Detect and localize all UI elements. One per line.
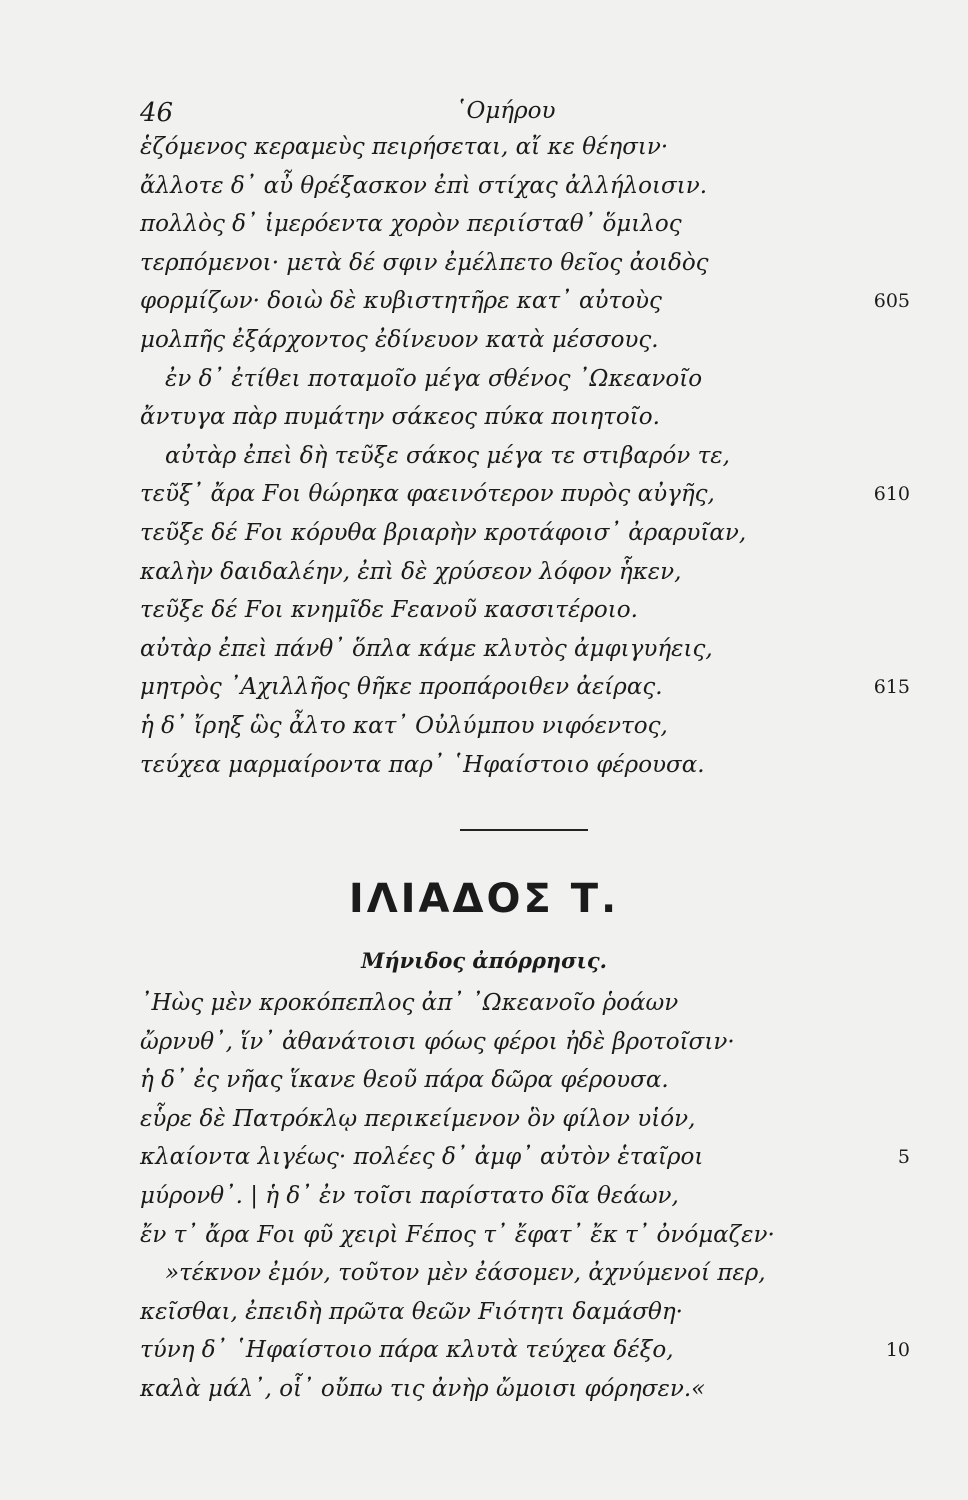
verse-text: τεύχεα μαρμαίροντα παρ᾽ ῾Ηφαίστοιο φέρουσα. (140, 751, 705, 778)
verse-line (0, 1099, 968, 1139)
verse-text: καλὴν δαιδαλέην, ἐπὶ δὲ χρύσεον λόφον ἧκεν, (140, 558, 682, 585)
verse-line (0, 1137, 968, 1177)
verse-text: εὗρε δὲ Πατρόκλῳ περικείμενον ὃν φίλον υἱόν, (140, 1105, 696, 1132)
verse-line (0, 1215, 968, 1255)
verse-text: αὐτὰρ ἐπεὶ πάνθ᾽ ὅπλα κάμε κλυτὸς ἀμφιγυήεις, (140, 635, 713, 662)
verse-line (0, 1060, 968, 1100)
verse-line (0, 281, 968, 321)
verse-text: ἔν τ᾽ ἄρα Fοι φῦ χειρὶ Fέπος τ᾽ ἔφατ᾽ ἔκ τ᾽ ὀνόμαζεν· (140, 1221, 775, 1248)
verse-line (0, 436, 968, 476)
line-number: 605 (873, 290, 910, 313)
verse-text: μητρὸς ᾽Αχιλλῆος θῆκε προπάροιθεν ἀείρας. (140, 674, 663, 701)
verse-text: »τέκνον ἐμόν, τοῦτον μὲν ἐάσομεν, ἀχνύμενοί περ, (165, 1260, 766, 1287)
line-number: 10 (885, 1339, 910, 1362)
verse-line (0, 166, 968, 206)
verse-text: μύρονθ᾽. | ἡ δ᾽ ἐν τοῖσι παρίστατο δῖα θεάων, (140, 1183, 679, 1209)
verse-line (0, 1176, 968, 1216)
verse-text: πολλὸς δ᾽ ἱμερόεντα χορὸν περιίσταθ᾽ ὅμιλος (140, 211, 682, 238)
verse-text: φορμίζων· δοιὼ δὲ κυβιστητῆρε κατ᾽ αὐτοὺς (140, 288, 662, 315)
verse-line (0, 397, 968, 437)
line-number: 615 (873, 676, 910, 699)
verse-line (0, 204, 968, 244)
verse-text: κεῖσθαι, ἐπειδὴ πρῶτα θεῶν Fιότητι δαμάσθη· (140, 1298, 683, 1325)
verse-text: τερπόμενοι· μετὰ δέ σφιν ἐμέλπετο θεῖος ἀοιδὸς (140, 249, 709, 276)
verse-line (0, 1369, 968, 1409)
verse-text: ἄντυγα πὰρ πυμάτην σάκεος πύκα ποιητοῖο. (140, 404, 660, 431)
book-subtitle: Μήνιδος ἀπόρρησις. (361, 948, 607, 973)
verse-line (0, 706, 968, 746)
verse-text: μολπῆς ἐξάρχοντος ἐδίνευον κατὰ μέσσους. (140, 327, 659, 353)
verse-line (0, 667, 968, 707)
verse-line (0, 1292, 968, 1332)
verse-line (0, 745, 968, 785)
book-title: ΙΛΙΑΔΟΣ Τ. (348, 876, 620, 922)
verse-line (0, 1253, 968, 1293)
verse-text: ᾽Ηὼς μὲν κροκόπεπλος ἀπ᾽ ᾽Ωκεανοῖο ῥοάων (140, 990, 679, 1016)
verse-text: κλαίοντα λιγέως· πολέες δ᾽ ἀμφ᾽ αὐτὸν ἑταῖροι (140, 1144, 704, 1171)
verse-text: τεῦξε δέ Fοι κόρυθα βριαρὴν κροτάφοισ᾽ ἀραρυῖαν, (140, 520, 747, 546)
verse-line (0, 127, 968, 167)
verse-text: τύνη δ᾽ ῾Ηφαίστοιο πάρα κλυτὰ τεύχεα δέξο, (140, 1337, 674, 1364)
verse-text: ἡ δ᾽ ἐς νῆας ἵκανε θεοῦ πάρα δῶρα φέρουσα. (140, 1067, 669, 1094)
section-rule (460, 829, 588, 831)
line-number: 5 (897, 1146, 910, 1169)
verse-text: ὤρνυθ᾽, ἵν᾽ ἀθανάτοισι φόως φέροι ἠδὲ βροτοῖσιν· (140, 1028, 735, 1055)
verse-line (0, 590, 968, 630)
verse-line (0, 983, 968, 1023)
verse-text: αὐτὰρ ἐπεὶ δὴ τεῦξε σάκος μέγα τε στιβαρόν τε, (165, 442, 730, 469)
verse-line (0, 629, 968, 669)
verse-text: καλὰ μάλ᾽, οἷ᾽ οὔπω τις ἀνὴρ ὤμοισι φόρησεν.« (140, 1376, 706, 1402)
verse-line (0, 1330, 968, 1370)
verse-line (0, 1022, 968, 1062)
verse-line (0, 474, 968, 514)
verse-text: ἐν δ᾽ ἐτίθει ποταμοῖο μέγα σθένος ᾽Ωκεανοῖο (165, 365, 703, 392)
verse-line (0, 513, 968, 553)
verse-text: ἄλλοτε δ᾽ αὖ θρέξασκον ἐπὶ στίχας ἀλλήλοισιν. (140, 172, 708, 199)
line-number: 610 (873, 483, 910, 506)
verse-line (0, 243, 968, 283)
verse-line (0, 359, 968, 399)
running-head: ῾Ομήρου (455, 98, 556, 124)
verse-text: τεῦξε δέ Fοι κνημῖδε Fεανοῦ κασσιτέροιο. (140, 597, 638, 624)
page-number: 46 (140, 98, 174, 128)
verse-text: ἑζόμενος κεραμεὺς πειρήσεται, αἴ κε θέησιν· (140, 134, 669, 160)
verse-text: ἡ δ᾽ ἴρηξ ὣς ἆλτο κατ᾽ Οὐλύμπου νιφόεντος, (140, 713, 668, 739)
verse-line (0, 552, 968, 592)
verse-text: τεῦξ᾽ ἄρα Fοι θώρηκα φαεινότερον πυρὸς αὐγῆς, (140, 481, 715, 508)
verse-line (0, 320, 968, 360)
